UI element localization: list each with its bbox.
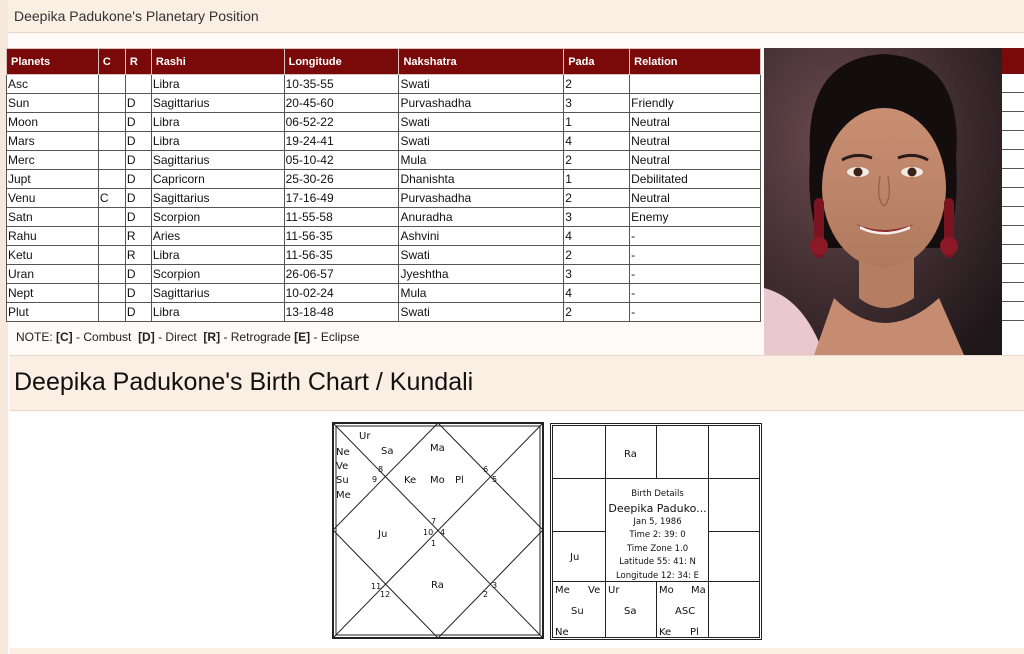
house-number: 4 [440, 528, 446, 537]
house-number: 2 [483, 590, 489, 599]
table-cell: 2 [564, 189, 630, 208]
planet-label: Ur [359, 431, 371, 442]
table-cell: Neutral [630, 113, 761, 132]
table-cell: 11-56-35 [284, 227, 399, 246]
birth-details-timezone: Time Zone 1.0 [626, 543, 689, 554]
table-cell: Purvashadha [399, 189, 564, 208]
table-cell: D [125, 303, 151, 322]
table-cell: Anuradha [399, 208, 564, 227]
table-cell: Capricorn [151, 170, 284, 189]
table-cell: Sun [7, 94, 99, 113]
legend-note [16, 330, 360, 344]
birth-details-panel [605, 488, 710, 583]
table-cell: Ketu [7, 246, 99, 265]
table-cell [630, 75, 761, 94]
table-cell: Friendly [630, 94, 761, 113]
table-cell [98, 75, 125, 94]
table-cell: 19-24-41 [284, 132, 399, 151]
table-cell: 1 [564, 170, 630, 189]
table-row [7, 246, 761, 265]
column-header: Nakshatra [399, 49, 564, 75]
house-number: 9 [372, 475, 378, 484]
table-cell [98, 151, 125, 170]
note-text: - Retrograde [223, 330, 291, 344]
table-cell: 4 [564, 132, 630, 151]
table-cell: 2 [564, 151, 630, 170]
table-cell: C [98, 189, 125, 208]
note-key: [C] [56, 330, 73, 344]
table-cell: Purvashadha [399, 94, 564, 113]
table-cell: - [630, 265, 761, 284]
table-cell: Merc [7, 151, 99, 170]
table-row [7, 151, 761, 170]
table-cell: Aries [151, 227, 284, 246]
note-text: - Combust [76, 330, 132, 344]
birth-details-title: Birth Details [631, 489, 684, 499]
table-cell: Mula [399, 151, 564, 170]
table-cell: Mula [399, 284, 564, 303]
table-cell: Debilitated [630, 170, 761, 189]
table-cell: 2 [564, 303, 630, 322]
table-cell: 3 [564, 265, 630, 284]
table-cell: D [125, 284, 151, 303]
north-indian-kundali-chart [332, 422, 544, 639]
table-cell: Libra [151, 246, 284, 265]
adjacent-table-edge [1002, 48, 1024, 354]
column-header: R [125, 49, 151, 75]
table-cell: 4 [564, 284, 630, 303]
planet-label: Ne [555, 627, 569, 638]
planet-label: Ve [588, 585, 601, 596]
table-cell: Sagittarius [151, 189, 284, 208]
table-row [7, 189, 761, 208]
house-number: 6 [483, 465, 489, 474]
column-header: Planets [7, 49, 99, 75]
house-number: 5 [492, 475, 498, 484]
table-cell: Swati [399, 113, 564, 132]
planet-label: Su [336, 475, 349, 486]
table-cell: D [125, 170, 151, 189]
table-cell: 06-52-22 [284, 113, 399, 132]
note-key: [R] [203, 330, 221, 344]
table-cell: Asc [7, 75, 99, 94]
column-header: C [98, 49, 125, 75]
table-row [7, 132, 761, 151]
note-prefix: NOTE: [16, 330, 53, 344]
planet-label: Mo [430, 475, 445, 486]
planet-label: Mo [659, 585, 674, 596]
table-cell: - [630, 303, 761, 322]
bottom-band [10, 648, 1024, 654]
house-number: 11 [371, 582, 382, 591]
table-cell: Swati [399, 75, 564, 94]
table-header-row [7, 49, 761, 75]
table-cell: Swati [399, 246, 564, 265]
planet-label: Pl [455, 475, 464, 486]
table-cell: 11-56-35 [284, 246, 399, 265]
table-cell [98, 284, 125, 303]
table-cell: - [630, 284, 761, 303]
table-cell [98, 170, 125, 189]
kundali-title: Deepika Padukone's Birth Chart / Kundali [14, 368, 474, 396]
house-number: 10 [423, 528, 434, 537]
table-cell: Jyeshtha [399, 265, 564, 284]
planet-label: Ra [431, 580, 444, 591]
planet-label: Ma [430, 443, 445, 454]
birth-details-latitude: Latitude 55: 41: N [619, 557, 696, 567]
table-cell: Rahu [7, 227, 99, 246]
table-cell: 2 [564, 246, 630, 265]
planet-label: Me [555, 585, 570, 596]
table-cell: Sagittarius [151, 284, 284, 303]
table-cell: 11-55-58 [284, 208, 399, 227]
planet-label: Ju [570, 552, 580, 563]
table-cell: D [125, 132, 151, 151]
table-cell: Sagittarius [151, 94, 284, 113]
table-cell: 13-18-48 [284, 303, 399, 322]
table-cell: Satn [7, 208, 99, 227]
planet-label: Sa [624, 606, 637, 617]
table-cell: 10-02-24 [284, 284, 399, 303]
planet-label: Ne [336, 447, 350, 458]
table-body [7, 75, 761, 322]
table-cell: Scorpion [151, 265, 284, 284]
kundali-section-header [10, 355, 1024, 411]
table-cell [98, 94, 125, 113]
table-row [7, 94, 761, 113]
planet-label: Ju [378, 529, 388, 540]
table-cell [98, 132, 125, 151]
table-cell [98, 265, 125, 284]
table-row [7, 208, 761, 227]
planet-label: Me [336, 490, 351, 501]
house-number: 12 [380, 590, 391, 599]
planet-label: Sa [381, 446, 394, 457]
column-header: Rashi [151, 49, 284, 75]
table-cell: Swati [399, 132, 564, 151]
table-cell: 25-30-26 [284, 170, 399, 189]
planet-label: Pl [690, 627, 699, 638]
planetary-position-header [8, 0, 1024, 33]
planet-label: Ke [659, 627, 672, 638]
table-cell: Uran [7, 265, 99, 284]
table-cell: Libra [151, 132, 284, 151]
table-cell [98, 246, 125, 265]
table-row [7, 303, 761, 322]
table-cell: Neutral [630, 189, 761, 208]
table-cell: Neutral [630, 132, 761, 151]
table-cell: D [125, 208, 151, 227]
table-cell: D [125, 113, 151, 132]
table-cell: Mars [7, 132, 99, 151]
planet-label: Ma [691, 585, 706, 596]
column-header: Relation [630, 49, 761, 75]
table-cell: - [630, 227, 761, 246]
table-cell: 05-10-42 [284, 151, 399, 170]
table-cell: 20-45-60 [284, 94, 399, 113]
table-cell [98, 227, 125, 246]
table-cell: - [630, 246, 761, 265]
table-cell: Scorpion [151, 208, 284, 227]
table-cell: Enemy [630, 208, 761, 227]
house-number: 1 [431, 539, 437, 548]
table-cell [98, 208, 125, 227]
table-cell: Libra [151, 303, 284, 322]
table-cell: Moon [7, 113, 99, 132]
planet-label: Ve [336, 461, 349, 472]
table-cell: 17-16-49 [284, 189, 399, 208]
table-cell [98, 113, 125, 132]
planet-label: Ra [624, 449, 637, 460]
table-row [7, 113, 761, 132]
table-row [7, 284, 761, 303]
planet-label: ASC [675, 606, 696, 617]
planet-label: Ke [404, 475, 417, 486]
house-number: 8 [378, 465, 384, 474]
birth-details-name: Deepika Paduko... [608, 501, 707, 515]
birth-details-date: Jan 5, 1986 [633, 516, 682, 527]
table-cell: Jupt [7, 170, 99, 189]
table-cell: 3 [564, 94, 630, 113]
house-number: 3 [492, 581, 498, 590]
column-header: Pada [564, 49, 630, 75]
celebrity-photo [764, 48, 1002, 355]
table-cell [98, 303, 125, 322]
table-cell: R [125, 227, 151, 246]
table-cell [125, 75, 151, 94]
note-key: [E] [294, 330, 311, 344]
table-cell: Plut [7, 303, 99, 322]
table-cell: 26-06-57 [284, 265, 399, 284]
table-cell: D [125, 265, 151, 284]
house-number: 7 [431, 517, 437, 526]
table-cell: 4 [564, 227, 630, 246]
column-header: Longitude [284, 49, 399, 75]
table-cell: Venu [7, 189, 99, 208]
portrait-image [764, 48, 1002, 355]
planetary-position-table [6, 48, 761, 322]
note-text: - Eclipse [313, 330, 360, 344]
table-row [7, 170, 761, 189]
table-cell: Dhanishta [399, 170, 564, 189]
table-cell: 3 [564, 208, 630, 227]
note-text: - Direct [158, 330, 197, 344]
table-cell: Neutral [630, 151, 761, 170]
note-key: [D] [138, 330, 155, 344]
table-cell: 2 [564, 75, 630, 94]
birth-details-time: Time 2: 39: 0 [629, 530, 686, 540]
table-cell: Libra [151, 113, 284, 132]
table-cell: D [125, 189, 151, 208]
table-cell: R [125, 246, 151, 265]
table-cell: D [125, 94, 151, 113]
table-row [7, 265, 761, 284]
table-cell: Sagittarius [151, 151, 284, 170]
table-row [7, 227, 761, 246]
table-cell: D [125, 151, 151, 170]
table-cell: Libra [151, 75, 284, 94]
page-title: Deepika Padukone's Planetary Position [14, 8, 259, 24]
south-indian-kundali-chart [550, 423, 762, 640]
table-cell: Swati [399, 303, 564, 322]
planet-label: Su [571, 606, 584, 617]
table-cell: Nept [7, 284, 99, 303]
birth-details-longitude: Longitude 12: 34: E [615, 570, 700, 581]
table-cell: 10-35-55 [284, 75, 399, 94]
planet-label: Ur [608, 585, 620, 596]
table-cell: Ashvini [399, 227, 564, 246]
table-row [7, 75, 761, 94]
table-cell: 1 [564, 113, 630, 132]
